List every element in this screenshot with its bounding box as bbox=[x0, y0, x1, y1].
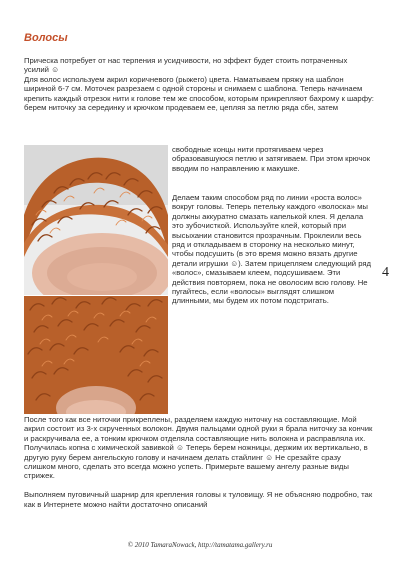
text-beside-photo-2: Делаем таким способом ряд по линии «роста волос» вокруг головы. Теперь петельку каждого «волоска» мы должны аккуратно смазать капелькой клея. Я делала это зубочисткой. Используйте клей, который при высыхании становится прозрачным. Проклеили весь ряд и откладываем в сторонку на несколько минут, чтобы подсушить (в это время можно вязать другие детали игрушки ☺). Затем прицепляем следующий ряд «волос», смазываем клеем, подсушиваем. Эти действия повторяем, пока не оволосим всю голову. Не пугайтесь, если «волосы» выглядят слишком длинными, мы будем их потом подстригать. bbox=[172, 193, 372, 306]
page-number: 4 bbox=[382, 265, 389, 280]
intro-paragraph-2: Для волос используем акрил коричневого (рыжего) цвета. Наматываем пряжу на шаблон шириной 6-7 см. Моточек разрезаем с одной стороны и снимаем с шаблона. Теперь начинаем крепить каждый отрезок нити к голове тем же способом, которым прикрепляют бахрому к шарфу: берем ниточку за серединку и крючком продеваем ее, цепляя за петлю ряда сбн, затем bbox=[24, 74, 374, 113]
photo-hair-covered-image bbox=[24, 296, 168, 414]
after-photos-paragraph-1: После того как все ниточки прикреплены, разделяем каждую ниточку на составляющие. Мой акрил состоит из 3-х скрученных волокон. Двумя пальцами одной руки я брала ниточку за кончик и раскручивала ее, а тонким крючком отделяла составляющие нить волокна и расправляла их. Получилась копна с химической завивкой ☺ Теперь берем ножницы, держим их вертикально, в другую руку берем ангельскую голову и начинаем делать стайлинг ☺ Не срезайте сразу слишком много, сделать это всегда можно успеть. Примерьте вашему ангелу разные виды стрижек. bbox=[24, 415, 373, 481]
photo-hair-attaching-image bbox=[24, 145, 168, 295]
photo-hair-attaching bbox=[24, 145, 168, 295]
text-beside-photo-1: свободные концы нити протягиваем через образовавшуюся петлю и затягиваем. При этом крючок вводим по направлению к макушке. bbox=[172, 145, 370, 173]
intro-text bbox=[24, 56, 374, 112]
photo-hair-covered bbox=[24, 296, 168, 414]
text-after-photos bbox=[24, 415, 374, 509]
footer-copyright: © 2010 TamaraNowack, http://tamatama.gallery.ru bbox=[127, 541, 273, 549]
after-photos-paragraph-2: Выполняем пуговичный шарнир для крепления головы к туловищу. Я не объясняю подробно, так как в Интернете можно найти достаточно описаний bbox=[24, 490, 373, 509]
intro-paragraph-1: Прическа потребует от нас терпения и усидчивости, но эффект будет стоить потраченных усилий ☺ bbox=[24, 56, 348, 75]
section-heading: Волосы bbox=[24, 32, 68, 44]
